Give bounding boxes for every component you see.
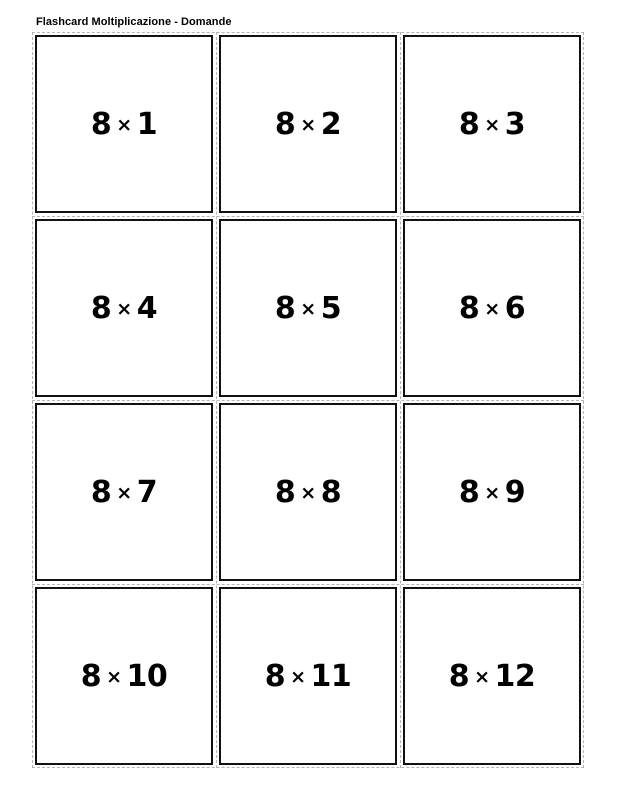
flashcard	[403, 219, 581, 397]
times-symbol: ×	[300, 482, 316, 504]
flashcard	[219, 587, 397, 765]
times-symbol: ×	[116, 114, 132, 136]
flashcard	[35, 587, 213, 765]
flashcard-question	[459, 291, 525, 326]
flashcard-question	[81, 659, 168, 694]
factor-a: 8	[90, 106, 112, 142]
flashcard-question	[91, 107, 157, 142]
times-symbol: ×	[116, 482, 132, 504]
factor-b: 3	[504, 106, 526, 142]
factor-b: 11	[310, 658, 352, 694]
times-symbol: ×	[106, 666, 122, 688]
cut-line-vertical	[400, 32, 401, 768]
factor-a: 8	[448, 658, 470, 694]
factor-b: 7	[136, 474, 158, 510]
times-symbol: ×	[474, 666, 490, 688]
flashcard-question	[459, 107, 525, 142]
flashcard	[219, 219, 397, 397]
factor-b: 1	[136, 106, 158, 142]
factor-a: 8	[90, 290, 112, 326]
times-symbol: ×	[116, 298, 132, 320]
flashcard-question	[275, 107, 341, 142]
flashcard	[219, 35, 397, 213]
factor-a: 8	[274, 474, 296, 510]
page-title: Flashcard Moltiplicazione - Domande	[36, 16, 232, 28]
factor-b: 9	[504, 474, 526, 510]
times-symbol: ×	[484, 482, 500, 504]
factor-a: 8	[80, 658, 102, 694]
factor-b: 12	[494, 658, 536, 694]
factor-a: 8	[458, 474, 480, 510]
flashcard-question	[265, 659, 352, 694]
times-symbol: ×	[290, 666, 306, 688]
times-symbol: ×	[300, 114, 316, 136]
factor-b: 4	[136, 290, 158, 326]
factor-b: 8	[320, 474, 342, 510]
flashcard	[403, 587, 581, 765]
factor-a: 8	[458, 106, 480, 142]
flashcard	[403, 403, 581, 581]
cut-line-horizontal	[32, 400, 584, 401]
flashcard	[403, 35, 581, 213]
flashcard-question	[91, 475, 157, 510]
factor-a: 8	[264, 658, 286, 694]
factor-b: 6	[504, 290, 526, 326]
flashcard	[219, 403, 397, 581]
cut-line-horizontal	[32, 584, 584, 585]
cut-line-vertical	[216, 32, 217, 768]
factor-a: 8	[458, 290, 480, 326]
flashcard-question	[459, 475, 525, 510]
flashcard-question	[449, 659, 536, 694]
factor-b: 10	[126, 658, 168, 694]
flashcard-question	[275, 291, 341, 326]
flashcard	[35, 403, 213, 581]
times-symbol: ×	[484, 298, 500, 320]
factor-a: 8	[274, 290, 296, 326]
cut-line-horizontal	[32, 216, 584, 217]
flashcard	[35, 35, 213, 213]
times-symbol: ×	[300, 298, 316, 320]
factor-b: 5	[320, 290, 342, 326]
flashcard-question	[91, 291, 157, 326]
times-symbol: ×	[484, 114, 500, 136]
factor-a: 8	[90, 474, 112, 510]
flashcard	[35, 219, 213, 397]
factor-b: 2	[320, 106, 342, 142]
flashcard-question	[275, 475, 341, 510]
factor-a: 8	[274, 106, 296, 142]
